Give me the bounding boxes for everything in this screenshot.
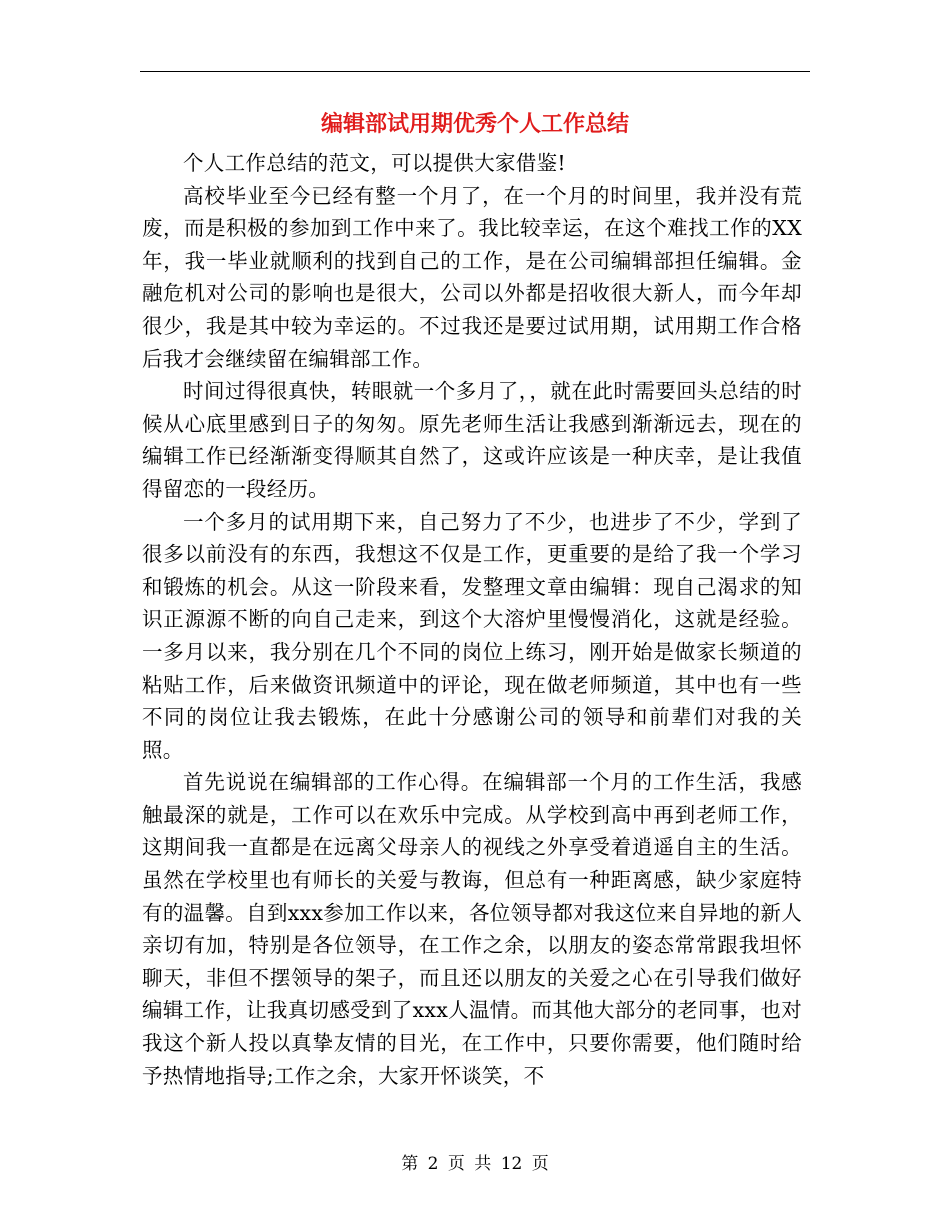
paragraph-probation-progress: 一个多月的试用期下来，自己努力了不少，也进步了不少，学到了很多以前没有的东西，我想这不仅是工作，更重要的是给了我一个学习和锻炼的机会。从这一阶段来看，发整理文章由编辑：现自己渴求的知识正源源不断的向自己走来，到这个大溶炉里慢慢消化，这就是经验。一多月以来，我分别在几个不同的岗位上练习，刚开始是做家长频道的粘贴工作，后来做资讯频道中的评论，现在做老师频道，其中也有一些不同的岗位让我去锻炼，在此十分感谢公司的领导和前辈们对我的关照。 (142, 509, 802, 762)
page-number-footer: 第 2 页 共 12 页 (401, 1154, 549, 1174)
paragraph-work-experience: 首先说说在编辑部的工作心得。在编辑部一个月的工作生活，我感触最深的就是，工作可以在欢乐中完成。从学校到高中再到老师工作，这期间我一直都是在远离父母亲人的视线之外享受着逍遥自主的生活。虽然在学校里也有师长的关爱与教诲，但总有一种距离感，缺少家庭特有的温馨。自到xxx参加工作以来，各位领导都对我这位来自异地的新人亲切有加，特别是各位领导，在工作之余，以朋友的姿态常常跟我坦怀聊天，非但不摆领导的架子，而且还以朋友的关爱之心在引导我们做好编辑工作，让我真切感受到了xxx人温情。而其他大部分的老同事，也对我这个新人投以真挚友情的目光，在工作中，只要你需要，他们随时给予热情地指导;工作之余，大家开怀谈笑，不 (142, 770, 802, 1088)
paragraph-graduation: 高校毕业至今已经有整一个月了，在一个月的时间里，我并没有荒废，而是积极的参加到工作中来了。我比较幸运，在这个难找工作的XX年，我一毕业就顺利的找到自己的工作，是在公司编辑部担任编辑。金融危机对公司的影响也是很大，公司以外都是招收很大新人，而今年却很少，我是其中较为幸运的。不过我还是要过试用期，试用期工作合格后我才会继续留在编辑部工作。 (142, 183, 802, 371)
document-body (142, 147, 802, 1092)
header-rule (140, 71, 810, 72)
paragraph-time-passing: 时间过得很真快，转眼就一个多月了，，就在此时需要回头总结的时候从心底里感到日子的匆匆。原先老师生活让我感到渐渐远去，现在的编辑工作已经渐渐变得顺其自然了，这或许应该是一种庆幸，是让我值得留恋的一段经历。 (142, 379, 802, 501)
document-title: 编辑部试用期优秀个人工作总结 (320, 112, 629, 137)
paragraph-intro: 个人工作总结的范文，可以提供大家借鉴! (183, 151, 566, 175)
